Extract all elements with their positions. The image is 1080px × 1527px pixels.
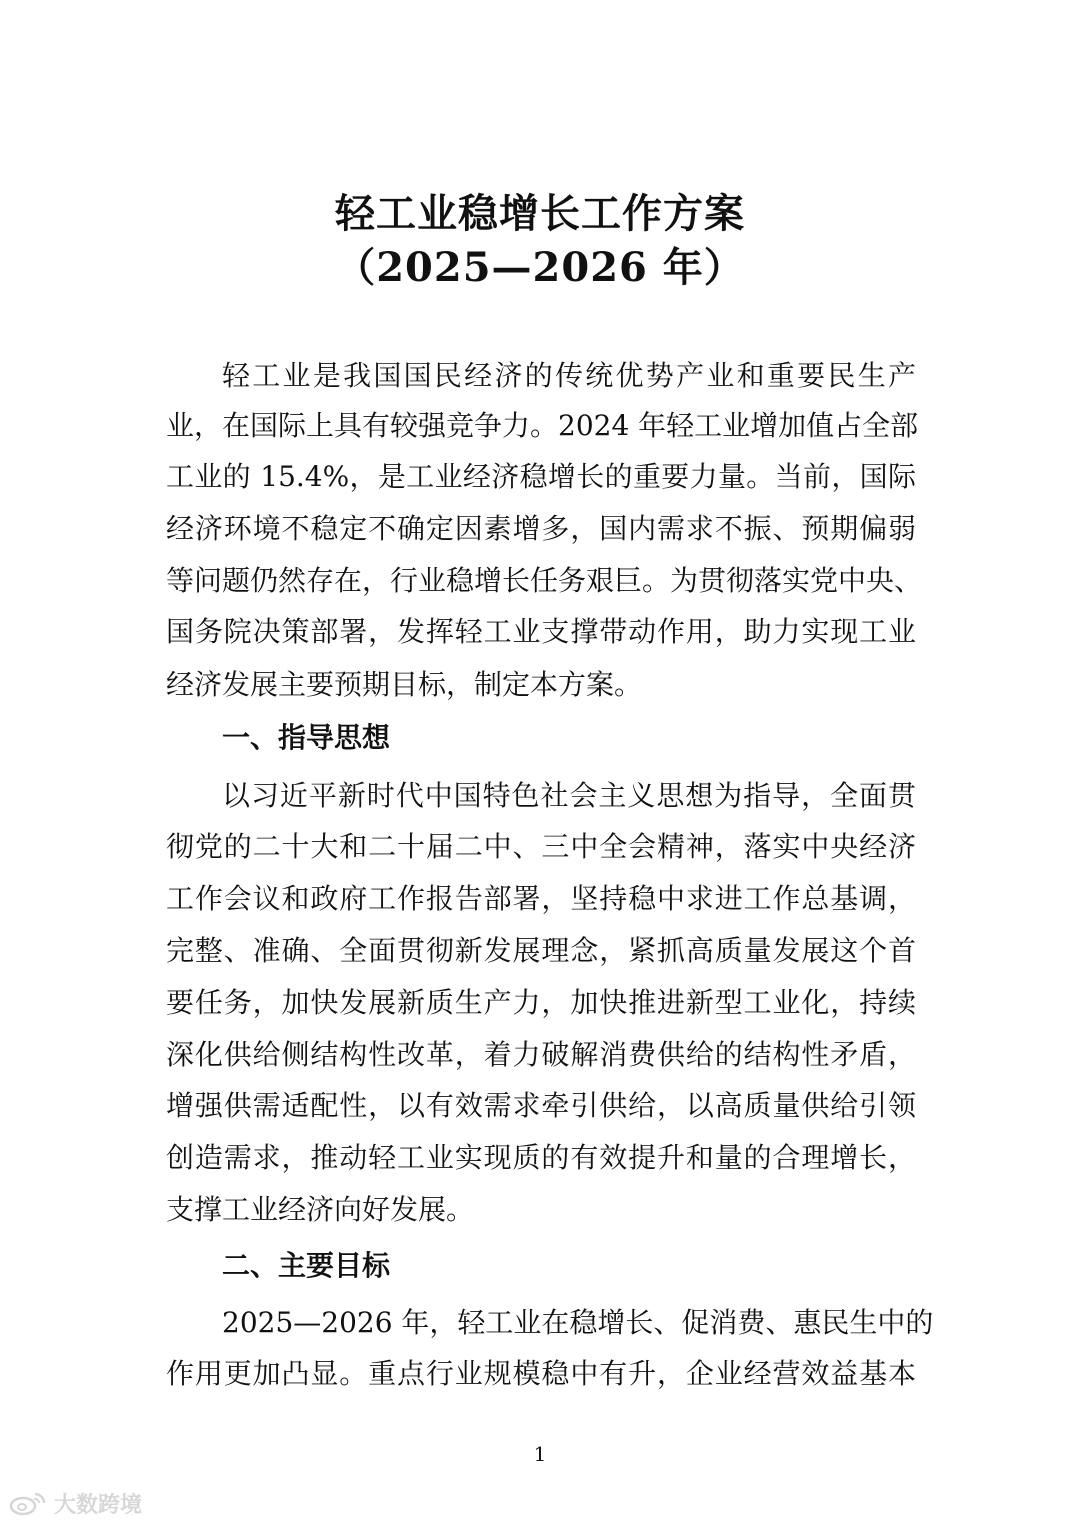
paragraph-line: 经济环境不稳定不确定因素增多，国内需求不振、预期偏弱: [166, 512, 916, 545]
paragraph-line: 工作会议和政府工作报告部署，坚持稳中求进工作总基调，: [166, 882, 916, 915]
paragraph-line: 2025—2026 年，轻工业在稳增长、促消费、惠民生中的: [222, 1306, 934, 1339]
document-title: 轻工业稳增长工作方案: [335, 190, 745, 237]
page-number: 1: [533, 1442, 547, 1466]
paragraph-line: 深化供给侧结构性改革，着力破解消费供给的结构性矛盾，: [166, 1038, 916, 1071]
paragraph-line: 轻工业是我国国民经济的传统优势产业和重要民生产: [222, 359, 916, 392]
watermark-text: 大数跨境: [54, 1492, 143, 1518]
paragraph-line: 要任务，加快发展新质生产力，加快推进新型工业化，持续: [166, 986, 916, 1019]
paragraph-line: 等问题仍然存在，行业稳增长任务艰巨。为贯彻落实党中央、: [166, 564, 923, 597]
paragraph-line: 彻党的二十大和二十届二中、三中全会精神，落实中央经济: [166, 830, 916, 863]
paragraph-line: 创造需求，推动轻工业实现质的有效提升和量的合理增长，: [166, 1141, 916, 1174]
section-heading: 一、指导思想: [222, 721, 391, 754]
weibo-logo-icon: [8, 1490, 48, 1516]
paragraph-line: 支撑工业经济向好发展。: [166, 1193, 475, 1226]
document-subtitle: （2025—2026 年）: [335, 244, 745, 291]
paragraph-line: 增强供需适配性，以有效需求牵引供给，以高质量供给引领: [166, 1089, 916, 1122]
section-heading: 二、主要目标: [222, 1249, 391, 1282]
watermark: [8, 1488, 142, 1518]
paragraph-line: 作用更加凸显。重点行业规模稳中有升，企业经营效益基本: [166, 1357, 916, 1390]
paragraph-line: 完整、准确、全面贯彻新发展理念，紧抓高质量发展这个首: [166, 934, 916, 967]
paragraph-line: 以习近平新时代中国特色社会主义思想为指导，全面贯: [222, 779, 916, 812]
paragraph-line: 国务院决策部署，发挥轻工业支撑带动作用，助力实现工业: [166, 615, 916, 648]
paragraph-line: 经济发展主要预期目标，制定本方案。: [166, 668, 643, 701]
paragraph-line: 工业的 15.4%，是工业经济稳增长的重要力量。当前，国际: [166, 460, 916, 493]
paragraph-line: 业，在国际上具有较强竞争力。2024 年轻工业增加值占全部: [166, 409, 919, 442]
